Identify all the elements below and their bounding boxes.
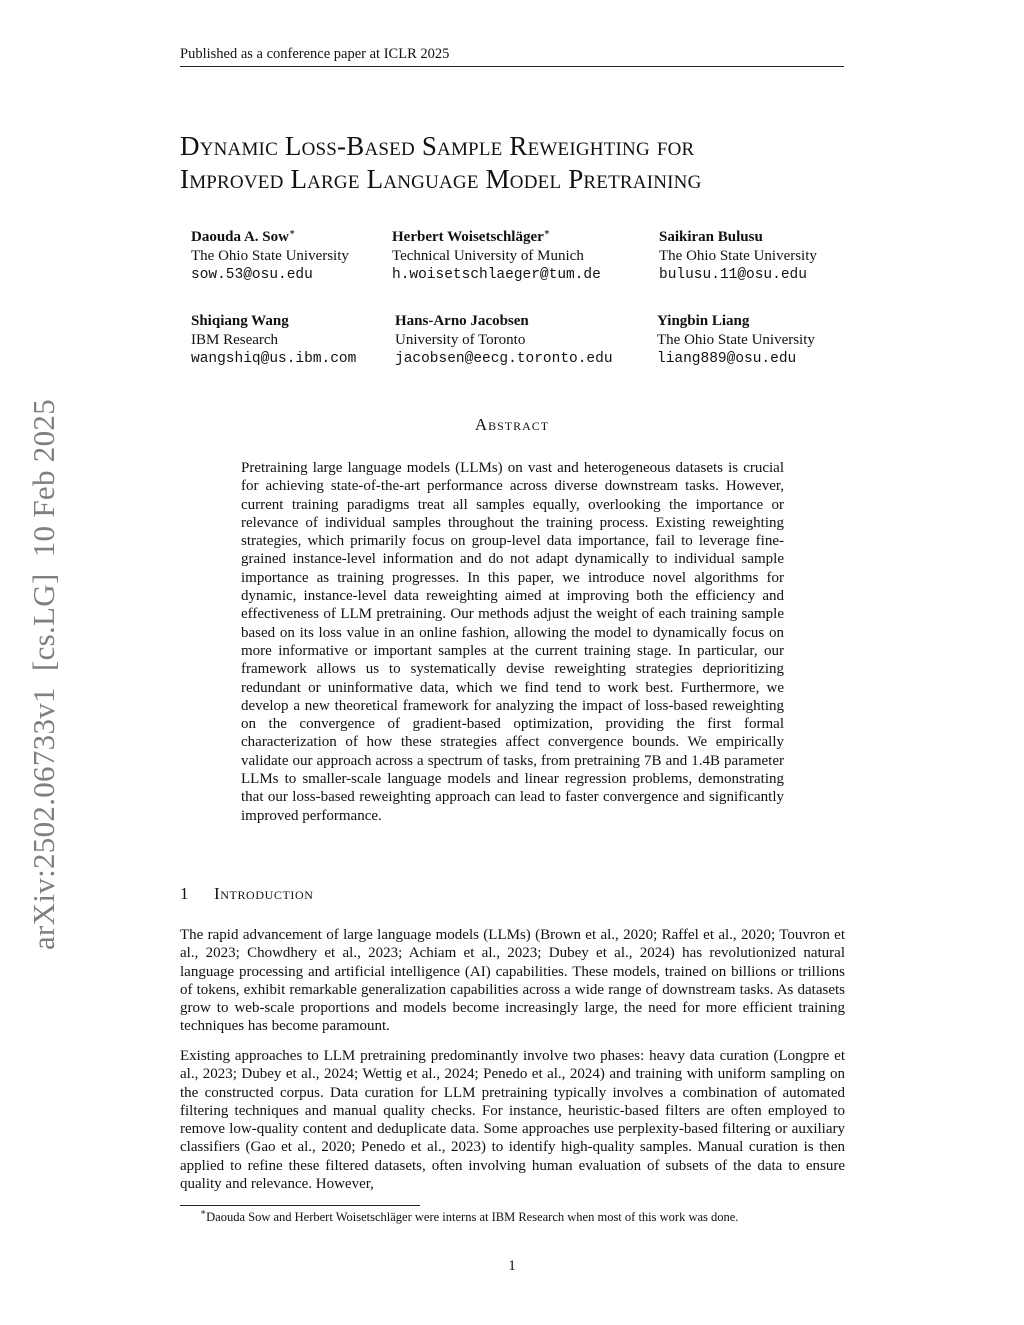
author-block [657, 312, 815, 369]
author-affiliation: The Ohio State University [657, 332, 815, 348]
author-name: Yingbin Liang [657, 313, 750, 329]
author-affiliation: IBM Research [191, 332, 279, 348]
author-block [395, 312, 613, 369]
author-footnote-mark: ∗ [543, 227, 550, 237]
abstract-text: Pretraining large language models (LLMs) on vast and heterogeneous datasets is crucial for achieving state-of-the-art performance across diverse downstream tasks. However, current training paradigms treat all samples equally, overlooking the importance or relevance of individual samples throughout the training process. Existing reweighting strategies, which primarily focus on group-level data importance, fail to leverage fine-grained instance-level information and do not adapt dynamically to individual sample importance as training progresses. In this paper, we introduce novel algorithms for dynamic, instance-level data reweighting aimed at improving both the efficiency and effectiveness of LLM pretraining. Our methods adjust the weight of each training sample based on its loss value in an online fashion, allowing the model to dynamically focus on more informative or important samples at the current training stage. In particular, our framework allows us to systematically devise reweighting strategies deprioritizing redundant or uninformative data, which we find tend to work best. Furthermore, we develop a new theoretical framework for analyzing the impact of loss-based reweighting on the convergence of gradient-based optimization, providing the first formal characterization of how these strategies affect convergence bounds. We empirically validate our approach across a spectrum of tasks, from pretraining 7B and 1.4B parameter LLMs to smaller-scale language models and linear regression problems, demonstrating that our loss-based reweighting approach can lead to faster convergence and significantly improved performance. [241, 460, 784, 824]
paper-title [180, 130, 880, 196]
author-email[interactable]: h.woisetschlaeger@tum.de [392, 267, 601, 283]
author-email[interactable]: sow.53@osu.edu [191, 267, 313, 283]
author-name: Herbert Woisetschläger∗ [392, 227, 550, 245]
author-affiliation: The Ohio State University [659, 248, 817, 264]
page-number: 1 [508, 1258, 516, 1274]
running-header: Published as a conference paper at ICLR 2025 [180, 46, 844, 67]
footnote-mark: ∗ [200, 1207, 207, 1217]
body-paragraph: Existing approaches to LLM pretraining predominantly involve two phases: heavy data curation (Longpre et al., 2023; Dubey et al., 2024; Wettig et al., 2024; Penedo et al., 2024) and training with uniform sampling on the constructed corpus. Data curation for LLM pretraining typically involves a combination of automated filtering techniques and manual quality checks. For instance, heuristic-based filters are often employed to remove low-quality content and deduplicate data. Some approaches use perplexity-based filtering or auxiliary classifiers (Gao et al., 2020; Penedo et al., 2023) to identify high-quality samples. Manual curation is then applied to refine these filtered datasets, often involving human evaluation of subsets of the data to ensure quality and relevance. However, [180, 1048, 845, 1193]
author-name: Daouda A. Sow∗ [191, 227, 296, 245]
section-number: 1 [180, 884, 190, 903]
author-email[interactable]: bulusu.11@osu.edu [659, 267, 807, 283]
author-name: Hans-Arno Jacobsen [395, 313, 529, 329]
section-title: Introduction [214, 884, 314, 903]
author-affiliation: Technical University of Munich [392, 248, 584, 264]
author-footnote-mark: ∗ [288, 227, 296, 237]
arxiv-identifier-stamp[interactable]: arXiv:2502.06733v1 [cs.LG] 10 Feb 2025 [26, 399, 61, 950]
author-email[interactable]: jacobsen@eecg.toronto.edu [395, 351, 613, 367]
author-email[interactable]: liang889@osu.edu [657, 351, 797, 367]
author-name: Saikiran Bulusu [659, 229, 763, 245]
abstract-heading: Abstract [474, 415, 550, 434]
author-block [392, 228, 601, 285]
author-name: Shiqiang Wang [191, 313, 289, 329]
title-line-1: Dynamic Loss-Based Sample Reweighting for [180, 131, 695, 161]
title-line-2: Improved Large Language Model Pretraining [180, 164, 702, 194]
author-email[interactable]: wangshiq@us.ibm.com [191, 351, 357, 367]
author-block [191, 312, 356, 369]
footnote [200, 1207, 739, 1225]
author-affiliation: University of Toronto [395, 332, 526, 348]
author-block [659, 228, 817, 285]
author-block [191, 228, 349, 285]
author-affiliation: The Ohio State University [191, 248, 349, 264]
footnote-text: Daouda Sow and Herbert Woisetschläger were interns at IBM Research when most of this work was done. [206, 1210, 739, 1224]
section-heading [180, 884, 314, 904]
body-paragraph: The rapid advancement of large language models (LLMs) (Brown et al., 2020; Raffel et al., 2020; Touvron et al., 2023; Chowdhery et al., 2023; Achiam et al., 2023; Dubey et al., 2024) has revolutionized natural language processing and artificial intelligence (AI) capabilities. These models, trained on billions or trillions of tokens, exhibit remarkable generalization capabilities across a wide range of downstream tasks. As datasets grow to web-scale proportions and models become increasingly large, the need for more efficient training techniques has become paramount. [180, 927, 845, 1035]
footnote-divider [180, 1205, 420, 1206]
